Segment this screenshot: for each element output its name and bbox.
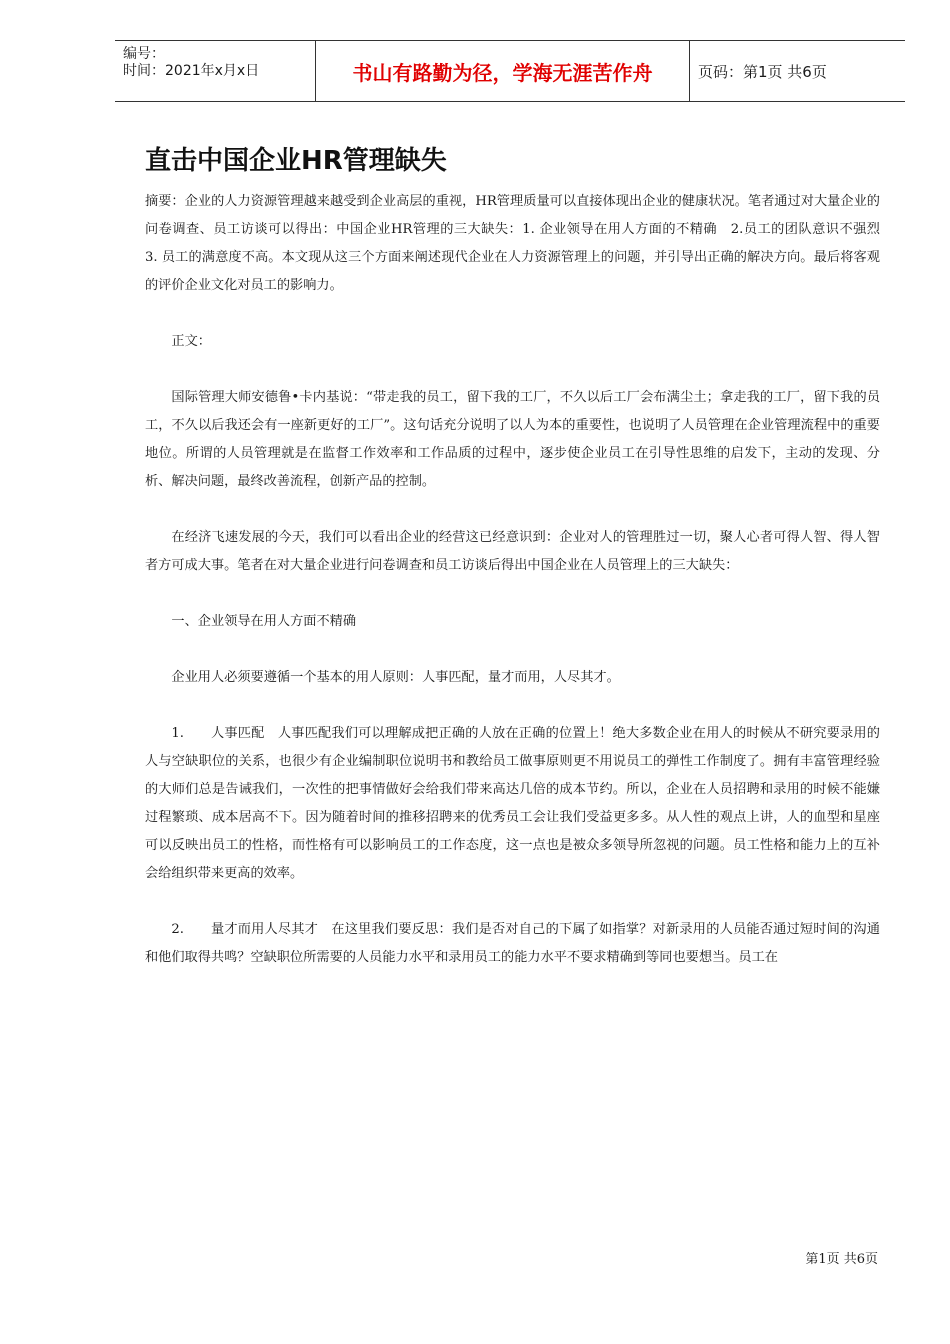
time-label: 时间：2021年x月x日 (123, 63, 260, 79)
body-paragraph: 国际管理大师安德鲁•卡内基说：“带走我的员工，留下我的工厂，不久以后工厂会布满尘土；拿走我的工厂，留下我的员工，不久以后我还会有一座新更好的工厂”。这句话充分说明了以人为本的重要性，也说明了人员管理在企业管理流程中的重要地位。所谓的人员管理就是在监督工作效率和工作品质的过程中，逐步使企业员工在引导性思维的启发下，主动的发现、分析、解决问题，最终改善流程，创新产品的控制。 (145, 390, 880, 489)
motto: 书山有路勤为径，学海无涯苦作舟 (316, 41, 690, 101)
list-item-paragraph: 2. 量才而用人尽其才 在这里我们要反思：我们是否对自己的下属了如指掌？对新录用的人员能否通过短时间的沟通和他们取得共鸣？空缺职位所需要的人员能力水平和录用员工的能力水平不要求精确到等同也要想当。员工在 (145, 922, 880, 965)
page-footer: 第1页 共6页 (805, 1252, 878, 1267)
body-label: 正文： (171, 334, 211, 349)
number-label: 编号： (123, 46, 165, 62)
body-paragraph: 在经济飞速发展的今天，我们可以看出企业的经营这已经意识到：企业对人的管理胜过一切，聚人心者可得人智、得人智者方可成大事。笔者在对大量企业进行问卷调查和员工访谈后得出中国企业在人员管理上的三大缺失： (145, 530, 880, 573)
document-body (145, 188, 894, 1000)
abstract-paragraph: 摘要：企业的人力资源管理越来越受到企业高层的重视，HR管理质量可以直接体现出企业的健康状况。笔者通过对大量企业的问卷调查、员工访谈可以得出：中国企业HR管理的三大缺失：1. 企业领导在用人方面的不精确 2.员工的团队意识不强烈 3. 员工的满意度不高。本文现从这三个方面来阐述现代企业在人力资源管理上的问题，并引导出正确的解决方向。最后将客观的评价企业文化对员工的影响力。 (145, 194, 894, 293)
page-label: 页码：第1页 共6页 (698, 62, 827, 81)
header-meta-cell (115, 41, 316, 101)
section-heading: 一、企业领导在用人方面不精确 (171, 614, 357, 629)
body-paragraph: 企业用人必须要遵循一个基本的用人原则：人事匹配，量才而用，人尽其才。 (171, 670, 620, 685)
list-item-paragraph: 1. 人事匹配 人事匹配我们可以理解成把正确的人放在正确的位置上！绝大多数企业在用人的时候从不研究要录用的人与空缺职位的关系，也很少有企业编制职位说明书和教给员工做事原则更不用说员工的弹性工作制度了。拥有丰富管理经验的大师们总是告诫我们，一次性的把事情做好会给我们带来高达几倍的成本节约。所以，企业在人员招聘和录用的时候不能嫌过程繁琐、成本居高不下。因为随着时间的推移招聘来的优秀员工会让我们受益更多多。从人性的观点上讲，人的血型和星座可以反映出员工的性格，而性格有可以影响员工的工作态度，这一点也是被众多领导所忽视的问题。员工性格和能力上的互补会给组织带来更高的效率。 (145, 726, 880, 881)
header-table (115, 40, 905, 102)
document-title: 直击中国企业HR管理缺失 (145, 146, 447, 176)
